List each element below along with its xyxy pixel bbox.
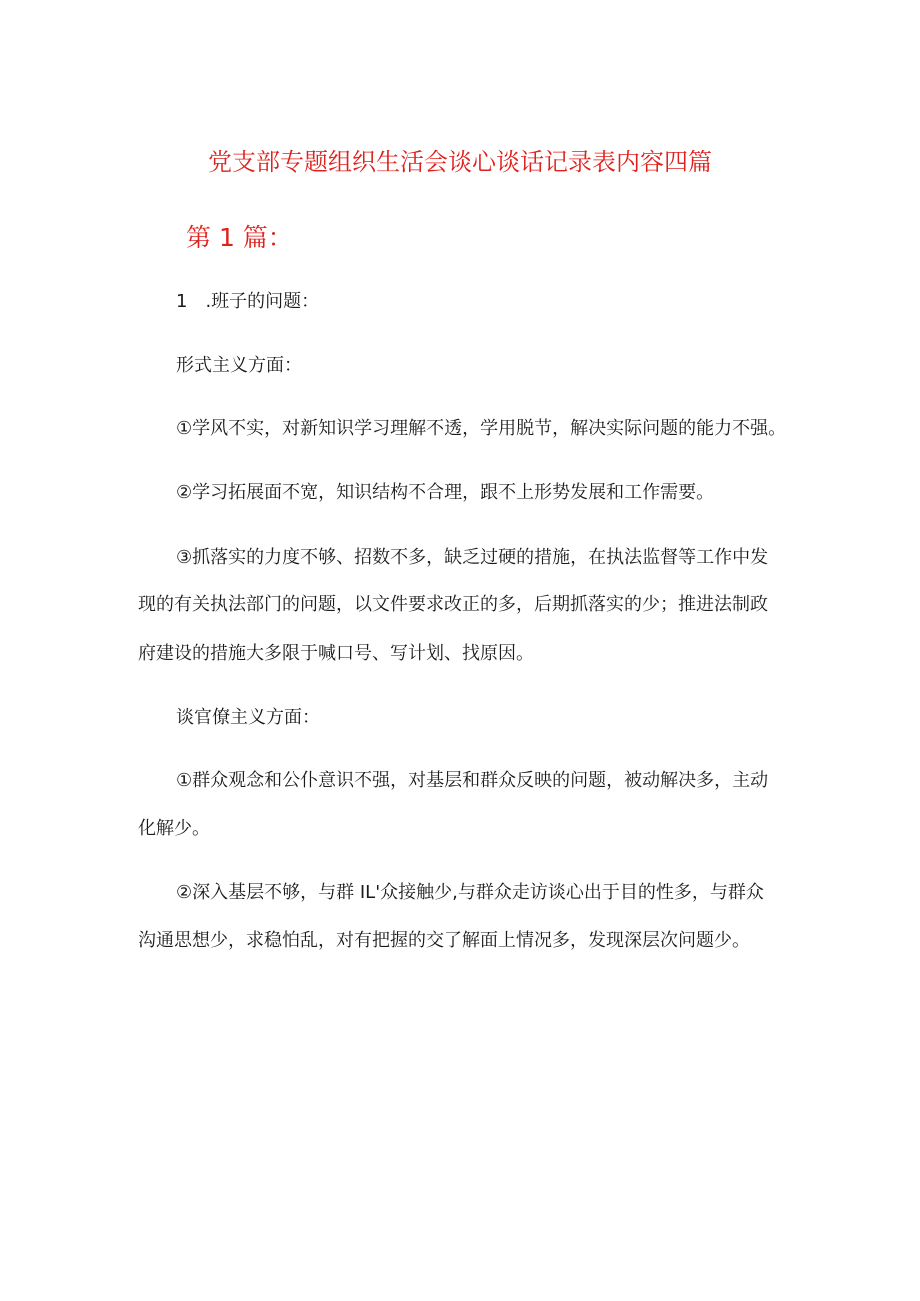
paragraph-line: ③抓落实的力度不够、招数不多，缺乏过硬的措施，在执法监督等工作中发 — [176, 547, 769, 568]
paragraph-line: ①群众观念和公仆意识不强，对基层和群众反映的问题，被动解决多，主动 — [176, 770, 769, 791]
paragraph-line: 化解少。 — [138, 818, 210, 839]
paragraph-line: 形式主义方面： — [176, 355, 302, 376]
paragraph-line: ②深入基层不够，与群 IL'众接触少,与群众走访谈心出于目的性多，与群众 — [176, 882, 764, 903]
section-heading: 第 1 篇： — [186, 223, 293, 252]
paragraph-line: 府建设的措施大多限于喊口号、写计划、找原因。 — [138, 643, 534, 664]
paragraph-line: 谈官僚主义方面： — [176, 707, 320, 728]
paragraph-line: 沟通思想少，求稳怕乱，对有把握的交了解面上情况多，发现深层次问题少。 — [138, 930, 750, 951]
paragraph-line: ②学习拓展面不宽，知识结构不合理，跟不上形势发展和工作需要。 — [176, 482, 715, 503]
paragraph-line: 现的有关执法部门的问题，以文件要求改正的多，后期抓落实的少；推进法制政 — [138, 594, 768, 615]
paragraph-line: 1 .班子的问题： — [176, 291, 320, 312]
document-title: 党支部专题组织生活会谈心谈话记录表内容四篇 — [208, 148, 712, 176]
paragraph-line: ①学风不实，对新知识学习理解不透，学用脱节，解决实际问题的能力不强。 — [176, 418, 787, 439]
